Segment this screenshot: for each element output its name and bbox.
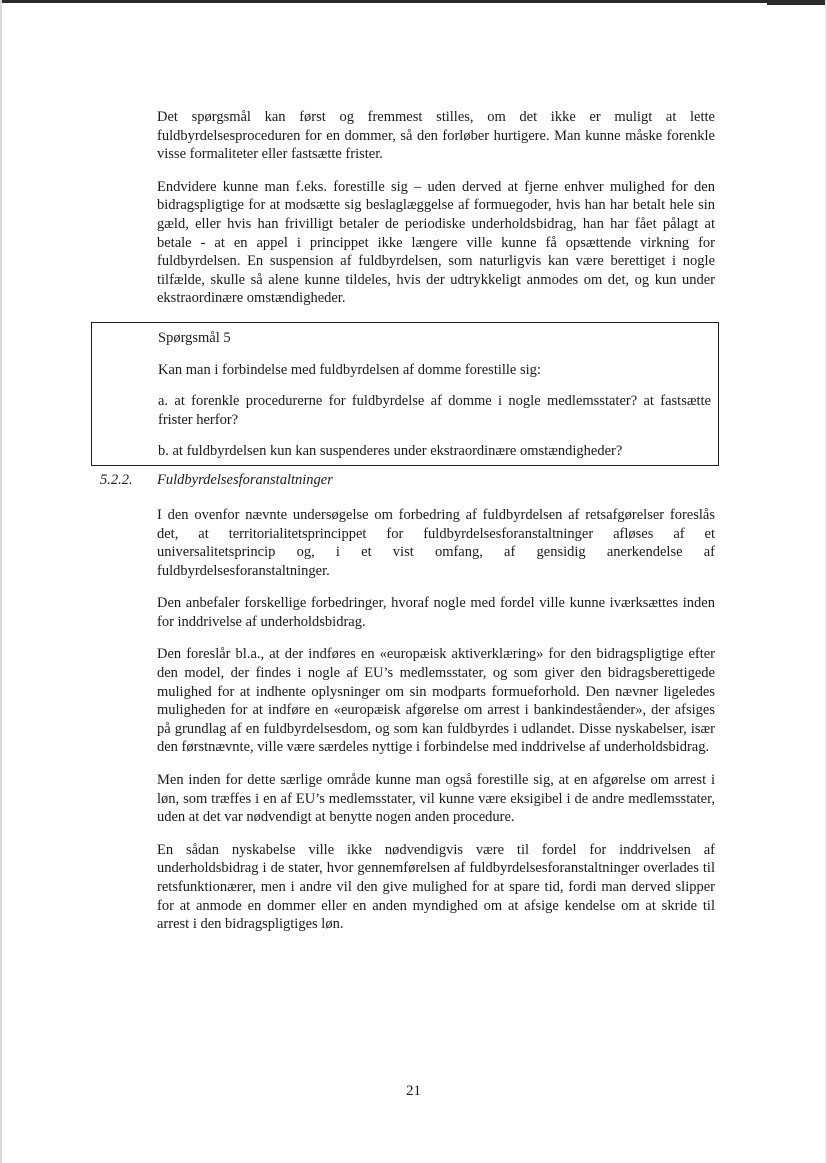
scan-edge-left [0, 0, 2, 1163]
question-intro: Kan man i forbindelse med fuldbyrdelsen af domme forestille sig: [158, 361, 541, 378]
paragraph: I den ovenfor nævnte undersøgelse om forbedring af fuldbyrdelsen af retsafgørelser foreslås det, at territorialitetsprincippet for fuldbyrdelsesforanstaltninger afløses af et universalitetsprincip og, i et vist omfang, af gensidig anerkendelse af fuldbyrdelsesforanstaltninger. [157, 506, 715, 579]
top-scan-rule-end [767, 0, 827, 5]
page-body [100, 108, 715, 948]
section-heading [100, 471, 715, 496]
paragraph: Endvidere kunne man f.eks. forestille sig – uden derved at fjerne enhver mulighed for den bidragspligtige for at modsætte sig beslaglæggelse af formuegoder, hvis han har betalt hele sin gæld, eller hvis han frivilligt betaler de periodiske underholdsbidrag, han har fået pålagt at betale - at en appel i princippet ikke længere ville kunne få opsættende virkning for fuldbyrdelsen. En suspension af fuldbyrdelsen, som naturligvis kan være berettiget i nogle tilfælde, skulle så alene kunne tildeles, hvis der udtrykkeligt anmodes om det, og kun under ekstraordinære omstændigheder. [157, 178, 715, 307]
question-item-a: a. at forenkle procedurerne for fuldbyrdelse af domme i nogle medlemsstater? at fastsætte frister herfor? [158, 393, 711, 428]
paragraph: Men inden for dette særlige område kunne man også forestille sig, at en afgørelse om arrest i løn, som træffes i en af EU’s medlemsstater, vil kunne være eksigibel i de andre medlemsstater, uden at det var nødvendigt at benytte nogen anden procedure. [157, 772, 715, 826]
section-title: Fuldbyrdelsesforanstaltninger [157, 471, 333, 488]
paragraph: En sådan nyskabelse ville ikke nødvendigvis være til fordel for inddrivelsen af underholdsbidrag i de stater, hvor gennemførelsen af fuldbyrdelsesforanstaltninger overlades til retsfunktionærer, men i andre vil den give mulighed for at spare tid, fordi man derved slipper for at anmode en dommer eller en anden myndighed om at afsige kendelse om at skride til arrest i den bidragspligtiges løn. [157, 841, 715, 933]
question-title: Spørgsmål 5 [158, 329, 231, 346]
paragraph: Den anbefaler forskellige forbedringer, hvoraf nogle med fordel ville kunne iværksættes inden for inddrivelse af underholdsbidrag. [157, 595, 715, 630]
question-box [91, 322, 719, 466]
page-number: 21 [406, 1083, 421, 1099]
paragraph: Den foreslår bl.a., at der indføres en «europæisk aktiverklæring» for den bidragspligtige efter den model, der findes i nogle af EU’s medlemsstater, og som giver den bidragsberettigede mulighed for at indhente oplysninger om sin modparts formueforhold. Den nævner ligeledes muligheden for at indføre en «europæisk afgørelse om arrest i bankindeståender», der afsiges på grundlag af en fuldbyrdelsesdom, og som kan fuldbyrdes i udlandet. Disse nyskabelser, især den førstnævnte, ville være særdeles nyttige i forbindelse med inddrivelse af underholdsbidrag. [157, 646, 715, 756]
section-number: 5.2.2. [100, 471, 133, 488]
top-scan-rule [0, 0, 827, 3]
question-item-b: b. at fuldbyrdelsen kun kan suspenderes under ekstraordinære omstændigheder? [158, 443, 623, 460]
paragraph: Det spørgsmål kan først og fremmest stilles, om det ikke er muligt at lette fuldbyrdelsesproceduren for en dommer, så den forløber hurtigere. Man kunne måske forenkle visse formaliteter eller fastsætte frister. [157, 109, 715, 163]
